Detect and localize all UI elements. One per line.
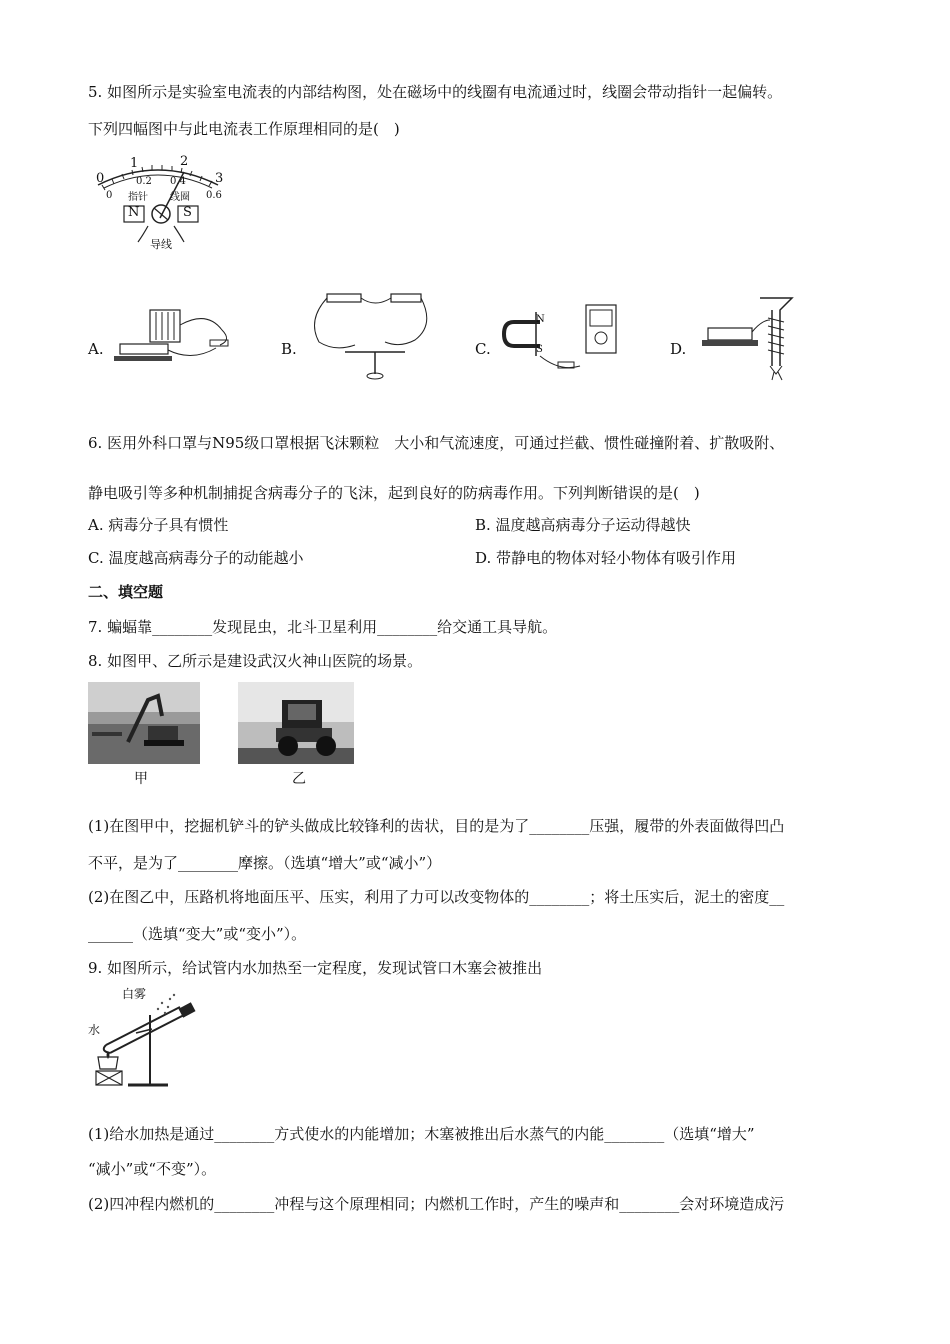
q6-option-b: B. 温度越高病毒分子运动得越快 (475, 516, 691, 534)
q6-option-d: D. 带静电的物体对轻小物体有吸引作用 (475, 549, 737, 567)
ammeter-figure (88, 150, 238, 255)
q8-part2-line-1: (2)在图乙中，压路机将地面压平、压实，利用了力可以改变物体的________；将土压实后，泥土的密度__ (88, 888, 785, 906)
meter-scale-bottom-02: 0.2 (136, 176, 152, 187)
meter-s-label: S (183, 205, 192, 220)
option-c-figure (500, 300, 630, 380)
q9-part1-line-1: (1)给水加热是通过________方式使水的内能增加；木塞被推出后水蒸气的内能________（选填“增大” (88, 1125, 755, 1143)
fog-label: 白雾 (122, 987, 147, 1001)
photo-yi-roller (238, 682, 354, 764)
test-tube-figure (88, 985, 208, 1093)
meter-scale-top-1: 1 (130, 156, 139, 171)
meter-scale-top-3: 3 (215, 171, 224, 186)
option-a-figure (112, 300, 242, 375)
water-label: 水 (88, 1023, 101, 1037)
q8-intro: 8. 如图甲、乙所示是建设武汉火神山医院的场景。 (88, 652, 423, 670)
section-title-fill-in: 二、填空题 (88, 583, 164, 601)
q5-option-a-label: A. (88, 340, 104, 358)
q9-part2-line-1: (2)四冲程内燃机的________冲程与这个原理相同；内燃机工作时，产生的噪声和________会对环境造成污 (88, 1195, 785, 1213)
q6-option-c: C. 温度越高病毒分子的动能越小 (88, 549, 304, 567)
q5-line-2: 下列四幅图中与此电流表工作原理相同的是( ) (88, 120, 400, 138)
q5-option-d-label: D. (670, 340, 687, 358)
q6-option-a: A. 病毒分子具有惯性 (88, 516, 229, 534)
q5-option-b-label: B. (281, 340, 297, 358)
meter-coil-label: 线圈 (170, 192, 190, 203)
option-b-figure (305, 290, 435, 385)
q8-part1-line-2: 不平，是为了________摩擦。（选填“增大”或“减小”） (88, 854, 442, 872)
q9-intro: 9. 如图所示，给试管内水加热至一定程度，发现试管口木塞会被推出 (88, 959, 543, 977)
q6-line-2: 静电吸引等多种机制捕捉含病毒分子的飞沫，起到良好的防病毒作用。下列判断错误的是( ) (88, 484, 700, 502)
q7-text: 7. 蝙蝠靠________发现昆虫，北斗卫星利用________给交通工具导航。 (88, 618, 558, 636)
meter-scale-top-0: 0 (96, 171, 105, 186)
q5-option-c-label: C. (475, 340, 491, 358)
meter-scale-bottom-06: 0.6 (206, 190, 222, 201)
option-d-figure (696, 292, 816, 387)
meter-scale-bottom-04: 0.4 (170, 176, 186, 187)
q8-part2-line-2: ______（选填“变大”或“变小”）。 (88, 925, 307, 943)
meter-wire-label: 导线 (150, 238, 172, 251)
q5-line-1: 5. 如图所示是实验室电流表的内部结构图，处在磁场中的线圈有电流通过时，线圈会带动指针一起偏转。 (88, 83, 783, 101)
option-c-n-label: N (536, 314, 545, 325)
meter-scale-top-2: 2 (180, 154, 189, 169)
photo-jia-excavator (88, 682, 200, 764)
q8-part1-line-1: (1)在图甲中，挖掘机铲斗的铲头做成比较锋利的齿状，目的是为了________压强，履带的外表面做得凹凸 (88, 817, 785, 835)
meter-n-label: N (128, 205, 140, 220)
q6-line-1: 6. 医用外科口罩与N95级口罩根据飞沫颗粒 大小和气流速度，可通过拦截、惯性碰撞附着、扩散吸附、 (88, 434, 785, 452)
meter-pointer-label: 指针 (128, 192, 148, 203)
q9-part1-line-2: “减小”或“不变”）。 (88, 1160, 217, 1178)
photo-yi-label: 乙 (292, 771, 306, 787)
option-c-s-label: S (536, 344, 543, 355)
meter-scale-bottom-0: 0 (106, 190, 113, 201)
photo-jia-label: 甲 (134, 771, 148, 787)
